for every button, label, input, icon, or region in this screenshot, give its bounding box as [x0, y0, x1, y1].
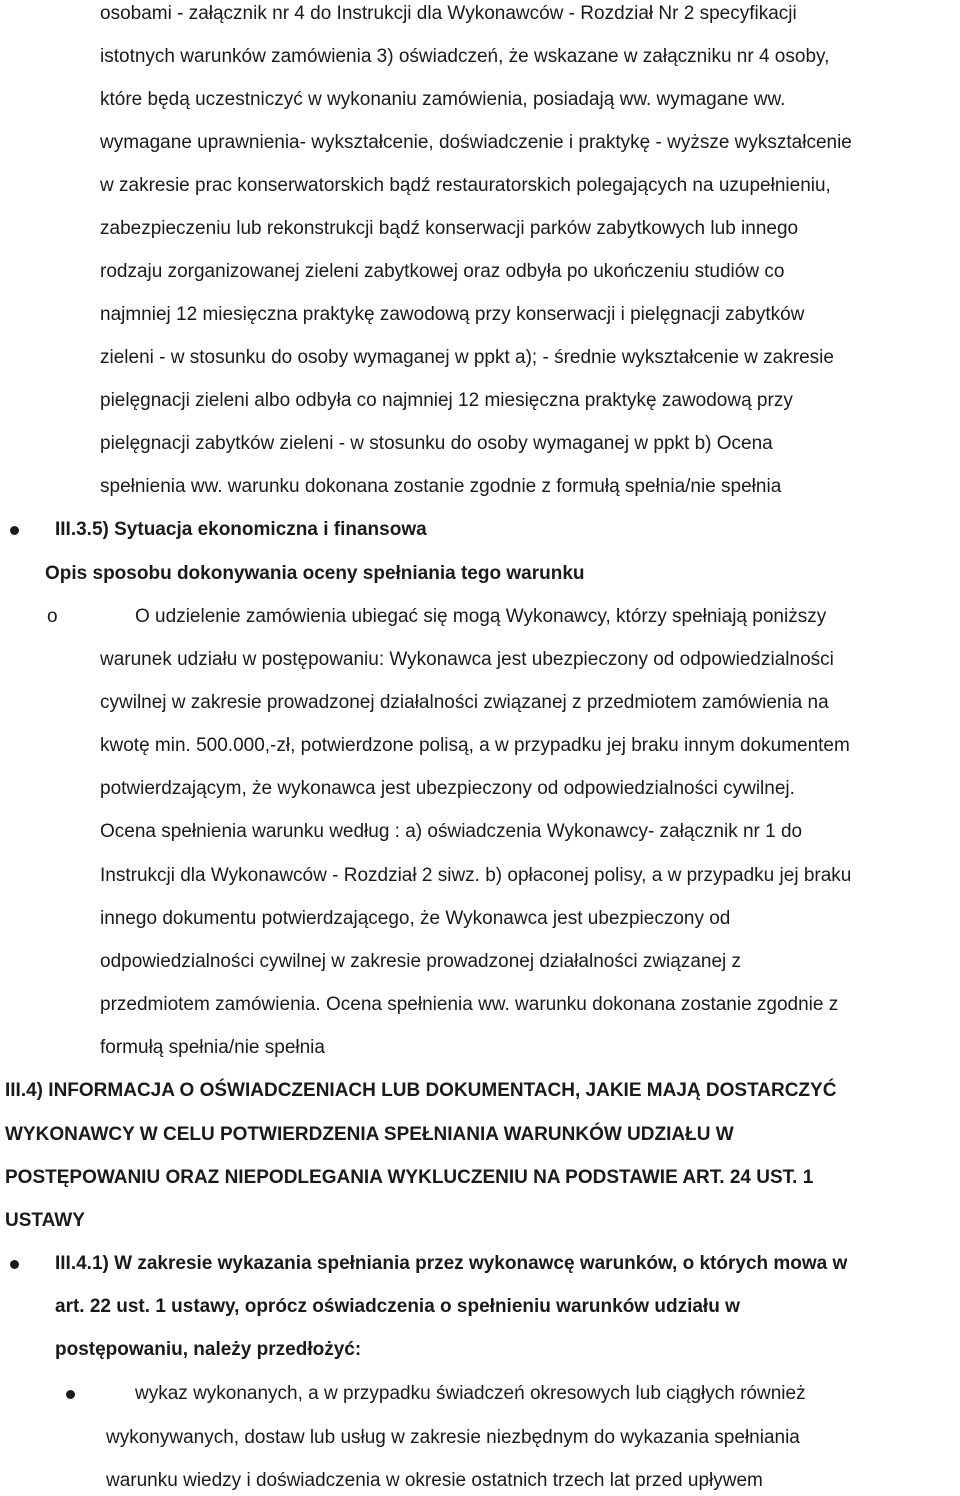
circle-bullet-icon: o — [47, 606, 58, 627]
paragraph-line: Ocena spełnienia warunku według : a) oświadczenia Wykonawcy- załącznik nr 1 do — [100, 821, 803, 842]
paragraph-line: innego dokumentu potwierdzającego, że Wykonawca jest ubezpieczony od — [100, 908, 731, 929]
paragraph-line: które będą uczestniczyć w wykonaniu zamówienia, posiadają ww. wymagane ww. — [100, 89, 786, 110]
paragraph-line: spełnienia ww. warunku dokonana zostanie zgodnie z formułą spełnia/nie spełnia — [100, 476, 782, 497]
paragraph-line: kwotę min. 500.000,-zł, potwierdzone polisą, a w przypadku jej braku innym dokumentem — [100, 735, 850, 756]
paragraph-line: zieleni - w stosunku do osoby wymaganej w ppkt a); - średnie wykształcenie w zakresie — [100, 347, 834, 368]
list-item-line: warunku wiedzy i doświadczenia w okresie ostatnich trzech lat przed upływem — [106, 1470, 763, 1491]
section-heading-line: art. 22 ust. 1 ustawy, oprócz oświadczenia o spełnieniu warunków udziału w — [55, 1296, 740, 1317]
bullet-icon — [10, 526, 19, 535]
paragraph-line: wymagane uprawnienia- wykształcenie, doświadczenie i praktykę - wyższe wykształcenie — [100, 132, 852, 153]
paragraph-line: przedmiotem zamówienia. Ocena spełnienia ww. warunku dokonana zostanie zgodnie z — [100, 994, 839, 1015]
paragraph-line: potwierdzającym, że wykonawca jest ubezpieczony od odpowiedzialności cywilnej. — [100, 778, 795, 799]
bullet-icon — [10, 1260, 19, 1269]
paragraph-line: O udzielenie zamówienia ubiegać się mogą Wykonawcy, którzy spełniają poniższy — [135, 606, 827, 627]
section-heading: III.3.5) Sytuacja ekonomiczna i finansowa — [55, 519, 427, 540]
paragraph-line: formułą spełnia/nie spełnia — [100, 1037, 325, 1058]
section-subheading: Opis sposobu dokonywania oceny spełniania tego warunku — [45, 563, 585, 584]
paragraph-line: w zakresie prac konserwatorskich bądź restauratorskich polegających na uzupełnieniu, — [100, 175, 831, 196]
paragraph-line: odpowiedzialności cywilnej w zakresie prowadzonej działalności związanej z — [100, 951, 742, 972]
paragraph-line: cywilnej w zakresie prowadzonej działalności związanej z przedmiotem zamówienia na — [100, 692, 829, 713]
paragraph-line: Instrukcji dla Wykonawców - Rozdział 2 siwz. b) opłaconej polisy, a w przypadku jej braku — [100, 865, 852, 886]
section-heading-line: POSTĘPOWANIU ORAZ NIEPODLEGANIA WYKLUCZENIU NA PODSTAWIE ART. 24 UST. 1 — [5, 1167, 814, 1188]
paragraph-line: pielęgnacji zieleni albo odbyła co najmniej 12 miesięczna praktykę zawodową przy — [100, 390, 793, 411]
section-heading-line: WYKONAWCY W CELU POTWIERDZENIA SPEŁNIANIA WARUNKÓW UDZIAŁU W — [5, 1124, 734, 1145]
section-heading-line: III.4) INFORMACJA O OŚWIADCZENIACH LUB DOKUMENTACH, JAKIE MAJĄ DOSTARCZYĆ — [5, 1080, 837, 1101]
paragraph-line: istotnych warunków zamówienia 3) oświadczeń, że wskazane w załączniku nr 4 osoby, — [100, 46, 830, 67]
list-item-line: wykonywanych, dostaw lub usług w zakresie niezbędnym do wykazania spełniania — [106, 1427, 800, 1448]
paragraph-line: osobami - załącznik nr 4 do Instrukcji dla Wykonawców - Rozdział Nr 2 specyfikacji — [100, 3, 797, 24]
list-item-line: wykaz wykonanych, a w przypadku świadczeń okresowych lub ciągłych również — [135, 1383, 806, 1404]
section-heading-line: USTAWY — [5, 1210, 85, 1231]
paragraph-line: warunek udziału w postępowaniu: Wykonawca jest ubezpieczony od odpowiedzialności — [100, 649, 834, 670]
bullet-icon — [66, 1390, 75, 1399]
paragraph-line: rodzaju zorganizowanej zieleni zabytkowej oraz odbyła po ukończeniu studiów co — [100, 261, 785, 282]
paragraph-line: najmniej 12 miesięczna praktykę zawodową przy konserwacji i pielęgnacji zabytków — [100, 304, 805, 325]
paragraph-line: zabezpieczeniu lub rekonstrukcji bądź konserwacji parków zabytkowych lub innego — [100, 218, 799, 239]
section-heading-line: III.4.1) W zakresie wykazania spełniania przez wykonawcę warunków, o których mowa w — [55, 1253, 848, 1274]
paragraph-line: pielęgnacji zabytków zieleni - w stosunku do osoby wymaganej w ppkt b) Ocena — [100, 433, 773, 454]
section-heading-line: postępowaniu, należy przedłożyć: — [55, 1339, 362, 1360]
